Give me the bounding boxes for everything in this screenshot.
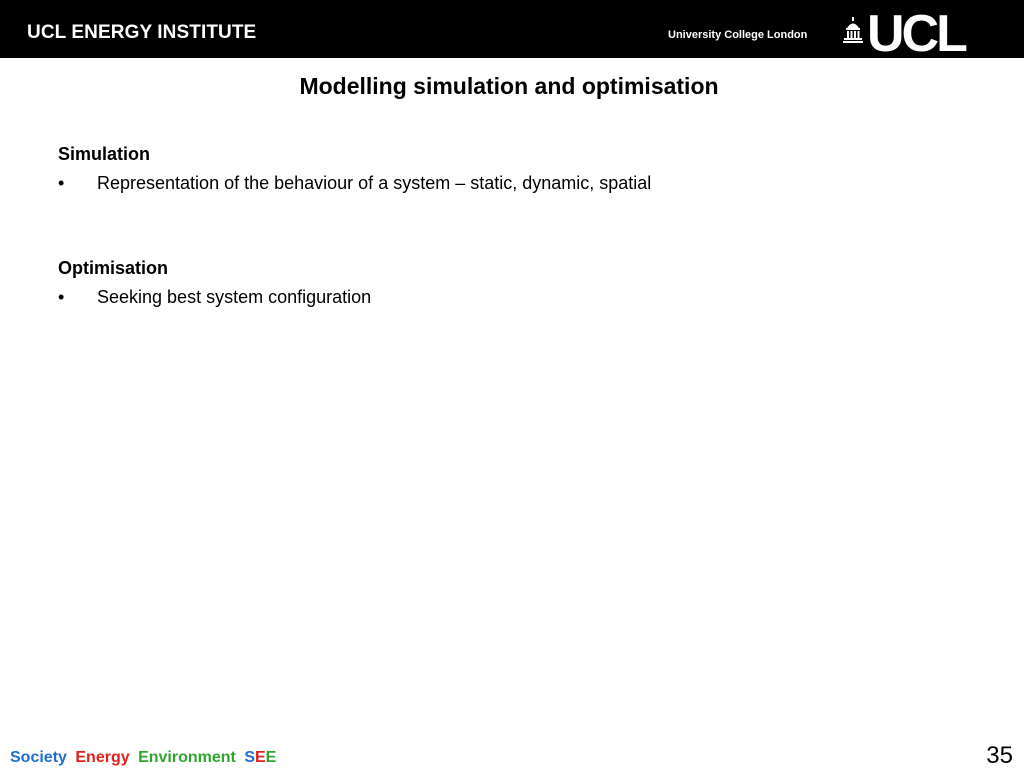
ucl-portico-icon bbox=[843, 17, 863, 43]
bullet-glyph: • bbox=[58, 173, 65, 193]
bullet-text: Representation of the behaviour of a system – static, dynamic, spatial bbox=[97, 173, 652, 193]
footer-see-s: S bbox=[244, 749, 255, 766]
footer-energy: Energy bbox=[75, 749, 130, 766]
footer-tagline bbox=[10, 749, 276, 767]
page-number: 35 bbox=[986, 742, 1013, 769]
footer-see-e1: E bbox=[255, 749, 266, 766]
section-heading-optimisation: Optimisation bbox=[58, 258, 169, 278]
ucl-logo bbox=[843, 5, 995, 63]
footer-society: Society bbox=[10, 749, 67, 766]
university-name: University College London bbox=[668, 29, 808, 41]
slide-title: Modelling simulation and optimisation bbox=[299, 73, 719, 99]
institute-name: UCL ENERGY INSTITUTE bbox=[27, 22, 257, 43]
ucl-logo-text: UCL bbox=[867, 5, 965, 63]
section-heading-simulation: Simulation bbox=[58, 144, 151, 164]
bullet-glyph: • bbox=[58, 287, 65, 307]
header-bar bbox=[0, 0, 1024, 63]
footer-environment: Environment bbox=[138, 749, 236, 766]
bullet-text: Seeking best system configuration bbox=[97, 287, 372, 307]
footer-see-e2: E bbox=[265, 749, 277, 766]
